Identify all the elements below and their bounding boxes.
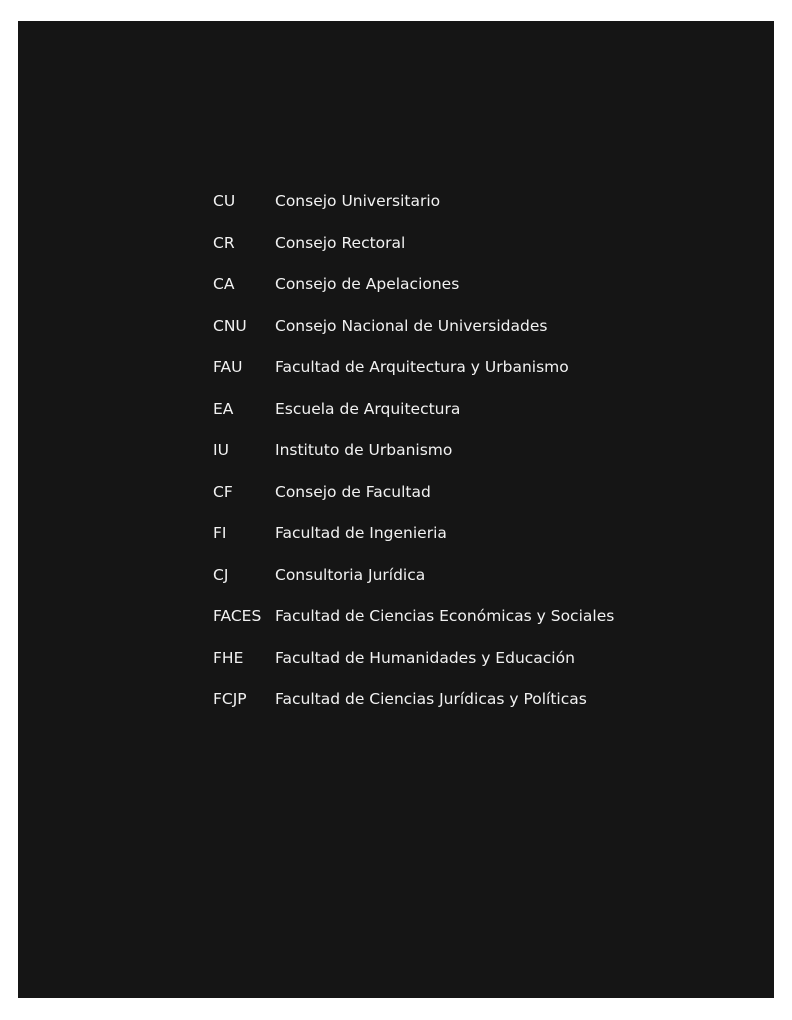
abbreviation-row [213, 272, 614, 314]
abbreviation-code: CA [213, 275, 235, 293]
abbreviation-code: IU [213, 441, 229, 459]
abbreviation-code: FCJP [213, 690, 247, 708]
abbreviation-code: CR [213, 233, 235, 252]
abbreviation-meaning: Facultad de Humanidades y Educación [275, 648, 575, 667]
abbreviation-row [213, 604, 614, 646]
abbreviation-row [213, 687, 614, 729]
abbreviation-code: EA [213, 399, 234, 418]
abbreviation-row [213, 521, 614, 563]
abbreviation-meaning: Consultoria Jurídica [275, 565, 426, 584]
abbreviation-meaning: Consejo de Facultad [275, 482, 431, 501]
abbreviation-meaning: Consejo Universitario [275, 192, 441, 210]
abbreviation-code: FHE [213, 648, 244, 667]
abbreviation-meaning: Consejo Nacional de Universidades [275, 316, 548, 335]
abbreviation-row [213, 231, 614, 273]
abbreviation-row [213, 355, 614, 397]
abbreviation-meaning: Instituto de Urbanismo [275, 441, 453, 459]
abbreviation-list [213, 189, 614, 729]
abbreviation-row [213, 397, 614, 439]
abbreviation-meaning: Consejo de Apelaciones [275, 275, 460, 293]
abbreviation-row [213, 480, 614, 522]
abbreviation-row [213, 189, 614, 231]
abbreviation-row [213, 563, 614, 605]
abbreviation-row [213, 438, 614, 480]
abbreviation-code: CU [213, 192, 236, 210]
abbreviation-meaning: Facultad de Ingenieria [275, 524, 447, 542]
abbreviation-code: CF [213, 482, 233, 501]
abbreviation-code: CJ [213, 565, 229, 584]
document-page [18, 21, 774, 998]
abbreviation-code: FAU [213, 358, 243, 376]
abbreviation-meaning: Facultad de Ciencias Económicas y Sociales [275, 607, 615, 625]
abbreviation-row [213, 314, 614, 356]
abbreviation-code: CNU [213, 316, 247, 335]
abbreviation-meaning: Facultad de Ciencias Jurídicas y Políticas [275, 690, 587, 708]
abbreviation-meaning: Escuela de Arquitectura [275, 399, 461, 418]
abbreviation-meaning: Consejo Rectoral [275, 233, 406, 252]
abbreviation-code: FACES [213, 607, 262, 625]
abbreviation-meaning: Facultad de Arquitectura y Urbanismo [275, 358, 569, 376]
abbreviation-row [213, 646, 614, 688]
abbreviation-code: FI [213, 524, 227, 542]
